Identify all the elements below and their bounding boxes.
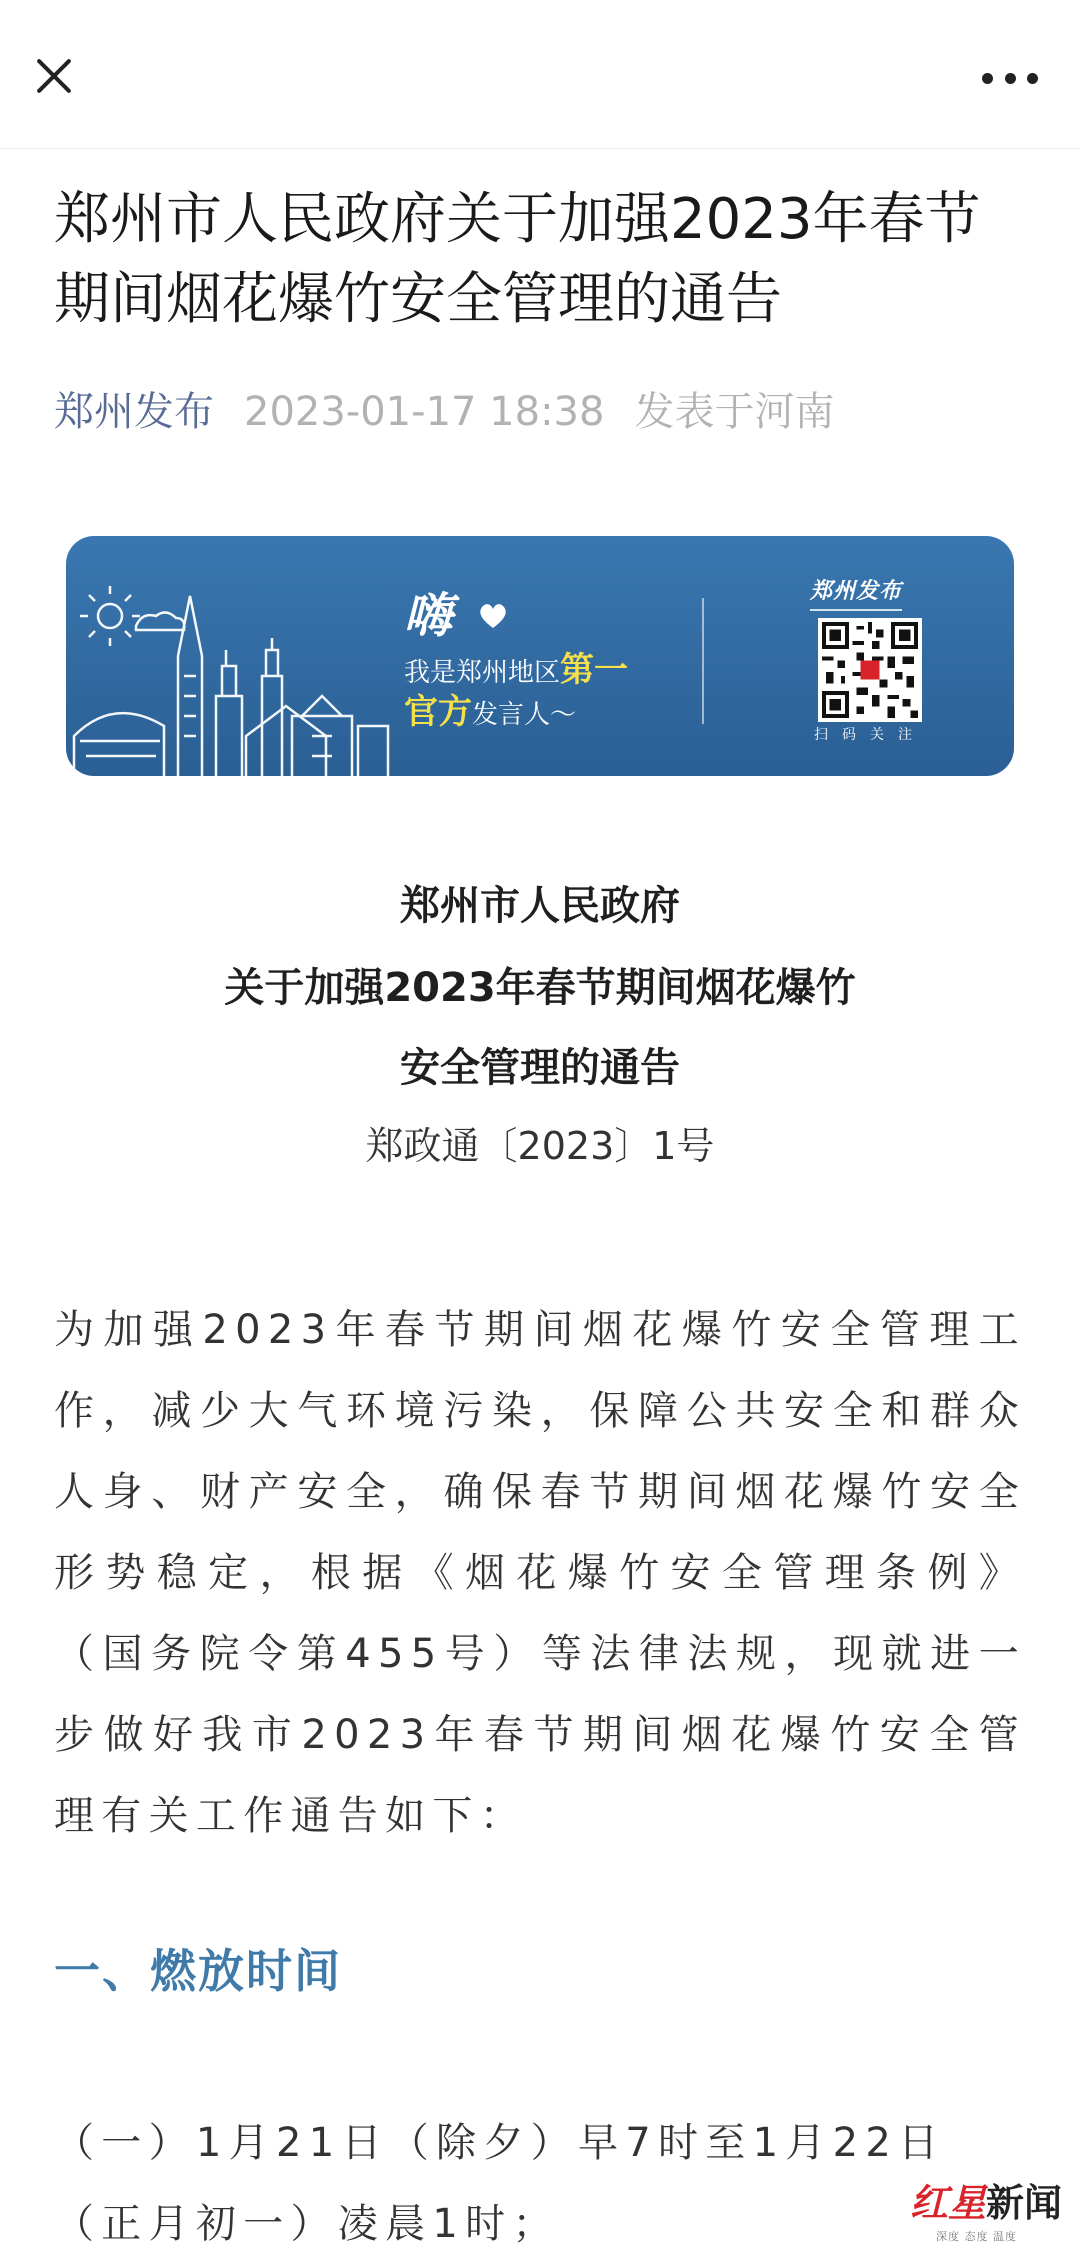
dot bbox=[1027, 73, 1038, 84]
top-bar bbox=[0, 0, 1080, 149]
dot bbox=[982, 73, 993, 84]
banner-slogan-text: 发言人～ bbox=[472, 700, 577, 730]
banner-slogan-highlight: 第一 bbox=[560, 650, 629, 690]
banner-slogan-text: 我是郑州地区 bbox=[404, 658, 561, 688]
dot bbox=[1005, 73, 1016, 84]
article-meta bbox=[54, 382, 834, 442]
city-skyline-illustration bbox=[66, 536, 406, 776]
banner-divider bbox=[702, 598, 704, 724]
watermark-red-text: 红星 bbox=[910, 2181, 987, 2225]
banner-greeting: 嗨 bbox=[404, 588, 453, 644]
document-heading-line1: 郑州市人民政府 bbox=[400, 883, 680, 929]
more-dots-icon[interactable] bbox=[982, 70, 1038, 86]
watermark-dark-text: 新闻 bbox=[986, 2180, 1063, 2225]
list-item: （一）1月21日（除夕）早7时至1月22日（正月初一）凌晨1时； bbox=[54, 2120, 946, 2247]
banner-slogan-line1 bbox=[404, 650, 628, 693]
document-heading-line3: 安全管理的通告 bbox=[400, 1045, 680, 1091]
qr-code-icon bbox=[818, 618, 922, 722]
article-title: 郑州市人民政府关于加强2023年春节期间烟花爆竹安全管理的通告 bbox=[54, 187, 981, 332]
heart-icon bbox=[478, 602, 508, 630]
banner-scan-text: 扫码关注 bbox=[814, 727, 926, 743]
intro-paragraph: 为加强2023年春节期间烟花爆竹安全管理工作，减少大气环境污染，保障公共安全和群众人身、财产安全，确保春节期间烟花爆竹安全形势稳定，根据《烟花爆竹安全管理条例》（国务院令第455号）等法律法规，现就进一步做好我市2023年春节期间烟花爆竹安全管理有关工作通告如下： bbox=[54, 1307, 1026, 1839]
watermark-tagline: 深度 态度 温度 bbox=[936, 2230, 1017, 2243]
document-heading-line2: 关于加强2023年春节期间烟花爆竹 bbox=[224, 965, 856, 1011]
follow-banner-image[interactable] bbox=[66, 536, 1014, 776]
section-heading: 一、燃放时间 bbox=[54, 1944, 342, 1998]
watermark-logo bbox=[900, 2176, 1066, 2246]
watermark-text bbox=[910, 2180, 1062, 2226]
banner-slogan-highlight: 官方 bbox=[404, 692, 472, 732]
banner-brand-logo: 郑州发布 bbox=[810, 574, 902, 611]
publish-time: 2023-01-17 18:38 bbox=[244, 389, 605, 435]
publish-location: 发表于河南 bbox=[634, 389, 835, 435]
banner-slogan-line2 bbox=[404, 692, 576, 735]
account-name-link[interactable]: 郑州发布 bbox=[54, 389, 214, 435]
document-number: 郑政通〔2023〕1号 bbox=[365, 1124, 715, 1168]
close-icon[interactable] bbox=[34, 56, 74, 96]
